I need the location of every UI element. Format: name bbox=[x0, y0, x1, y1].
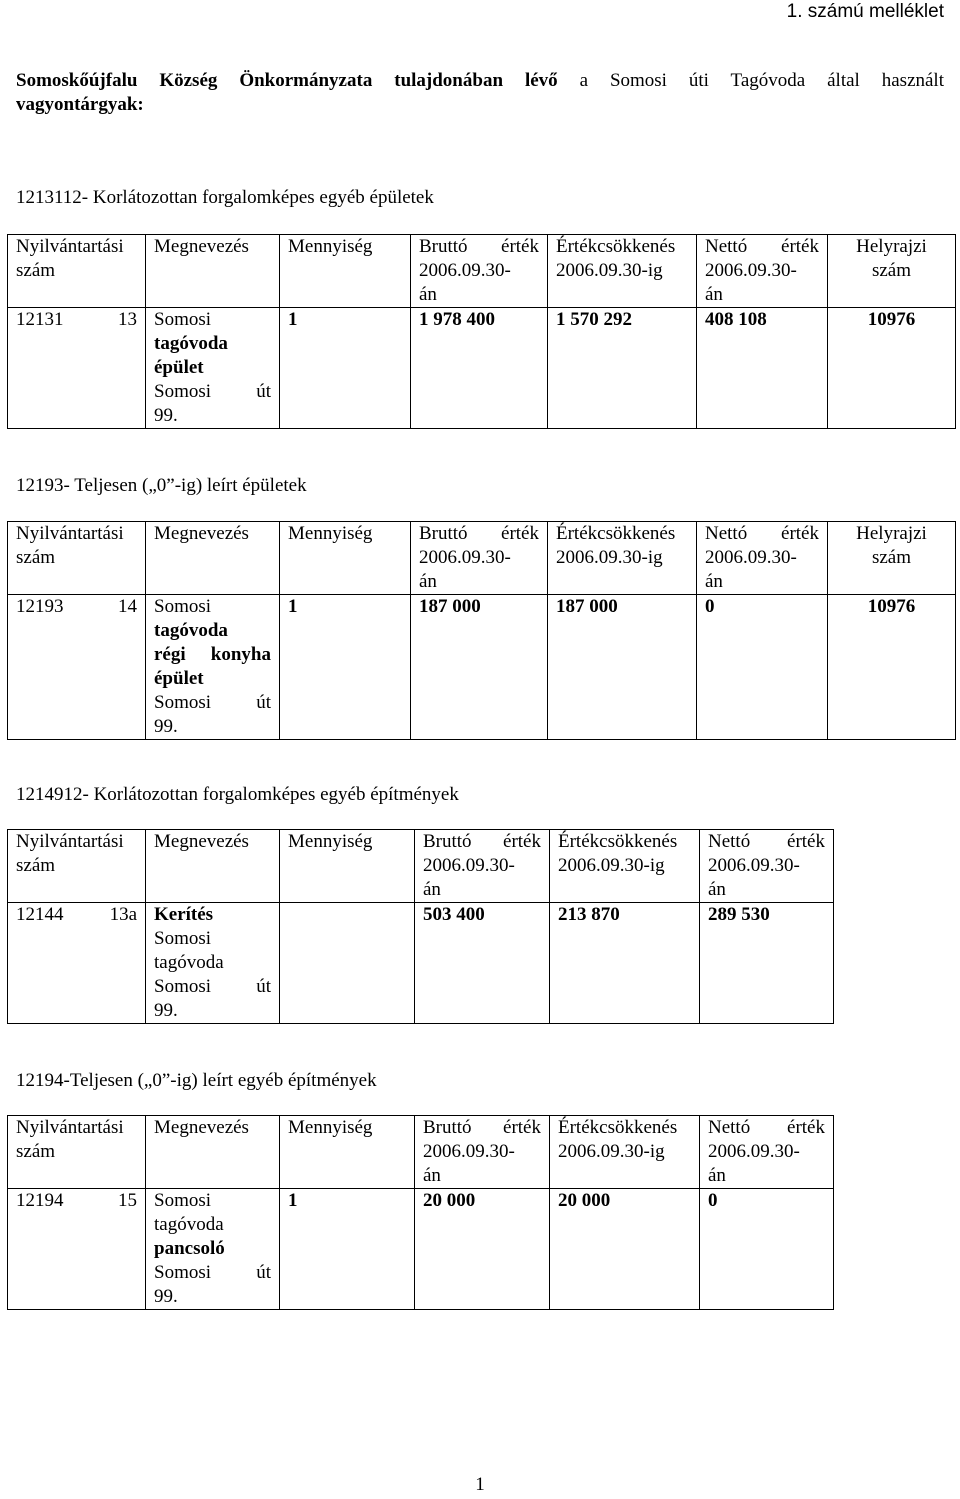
table-row bbox=[8, 903, 834, 1024]
cell-mennyiseg: 1 bbox=[280, 595, 411, 740]
cell-nyilvantartasi: 12194 15 bbox=[8, 1189, 146, 1310]
header-netto: Nettó érték 2006.09.30- án bbox=[697, 235, 828, 308]
asset-table-1 bbox=[7, 234, 956, 429]
header-helyrajzi: Helyrajzi szám bbox=[828, 522, 956, 595]
asset-table-2 bbox=[7, 521, 956, 740]
cell-megnevezes: Somosi tagóvoda épület Somosi út 99. bbox=[146, 308, 280, 429]
header-brutto: Bruttó érték 2006.09.30- án bbox=[415, 830, 550, 903]
header-mennyiseg: Mennyiség bbox=[280, 1116, 415, 1189]
table-header-row bbox=[8, 830, 834, 903]
header-netto: Nettó érték 2006.09.30- án bbox=[697, 522, 828, 595]
header-megnevezes: Megnevezés bbox=[146, 522, 280, 595]
header-ertekcsokkenes: Értékcsökkenés 2006.09.30-ig bbox=[548, 522, 697, 595]
header-ertekcsokkenes: Értékcsökkenés 2006.09.30-ig bbox=[550, 830, 700, 903]
asset-table-4 bbox=[7, 1115, 834, 1310]
cell-mennyiseg: 1 bbox=[280, 1189, 415, 1310]
header-brutto: Bruttó érték 2006.09.30- án bbox=[415, 1116, 550, 1189]
header-mennyiseg: Mennyiség bbox=[280, 235, 411, 308]
cell-ertekcsokkenes: 187 000 bbox=[548, 595, 697, 740]
header-netto: Nettó érték 2006.09.30- án bbox=[700, 830, 834, 903]
table-row bbox=[8, 1189, 834, 1310]
cell-megnevezes: Somosi tagóvoda régi konyha épület Somosi út 99. bbox=[146, 595, 280, 740]
cell-netto: 0 bbox=[697, 595, 828, 740]
header-nyilvantartasi: Nyilvántartási szám bbox=[8, 235, 146, 308]
cell-helyrajzi: 10976 bbox=[828, 595, 956, 740]
header-helyrajzi: Helyrajzi szám bbox=[828, 235, 956, 308]
table-row bbox=[8, 595, 956, 740]
cell-ertekcsokkenes: 20 000 bbox=[550, 1189, 700, 1310]
cell-ertekcsokkenes: 1 570 292 bbox=[548, 308, 697, 429]
table-header-row bbox=[8, 235, 956, 308]
header-brutto: Bruttó érték 2006.09.30- án bbox=[411, 522, 548, 595]
table-header-row bbox=[8, 522, 956, 595]
intro-bold-2: vagyontárgyak: bbox=[16, 94, 144, 115]
header-netto: Nettó érték 2006.09.30- án bbox=[700, 1116, 834, 1189]
section-title-3: 1214912- Korlátozottan forgalomképes egyéb építmények bbox=[16, 784, 459, 805]
cell-nyilvantartasi: 12144 13a bbox=[8, 903, 146, 1024]
cell-netto: 0 bbox=[700, 1189, 834, 1310]
header-brutto: Bruttó érték 2006.09.30- án bbox=[411, 235, 548, 308]
cell-megnevezes: Somosi tagóvoda pancsoló Somosi út 99. bbox=[146, 1189, 280, 1310]
cell-brutto: 187 000 bbox=[411, 595, 548, 740]
section-title-4: 12194-Teljesen („0”-ig) leírt egyéb építmények bbox=[16, 1070, 377, 1091]
cell-ertekcsokkenes: 213 870 bbox=[550, 903, 700, 1024]
header-mennyiseg: Mennyiség bbox=[280, 522, 411, 595]
intro-paragraph bbox=[16, 69, 944, 117]
cell-mennyiseg bbox=[280, 903, 415, 1024]
intro-normal: a Somosi úti Tagóvoda által használt bbox=[557, 70, 944, 91]
header-nyilvantartasi: Nyilvántartási szám bbox=[8, 1116, 146, 1189]
header-megnevezes: Megnevezés bbox=[146, 1116, 280, 1189]
intro-bold-1: Somoskőújfalu Község Önkormányzata tulajdonában lévő bbox=[16, 70, 558, 91]
cell-netto: 289 530 bbox=[700, 903, 834, 1024]
table-header-row bbox=[8, 1116, 834, 1189]
cell-mennyiseg: 1 bbox=[280, 308, 411, 429]
cell-megnevezes: Kerítés Somosi tagóvoda Somosi út 99. bbox=[146, 903, 280, 1024]
header-megnevezes: Megnevezés bbox=[146, 235, 280, 308]
annex-label: 1. számú melléklet bbox=[786, 1, 944, 22]
page-number: 1 bbox=[475, 1474, 485, 1495]
header-mennyiseg: Mennyiség bbox=[280, 830, 415, 903]
cell-brutto: 1 978 400 bbox=[411, 308, 548, 429]
header-nyilvantartasi: Nyilvántartási szám bbox=[8, 522, 146, 595]
cell-helyrajzi: 10976 bbox=[828, 308, 956, 429]
header-ertekcsokkenes: Értékcsökkenés 2006.09.30-ig bbox=[548, 235, 697, 308]
table-row bbox=[8, 308, 956, 429]
cell-brutto: 503 400 bbox=[415, 903, 550, 1024]
section-title-1: 1213112- Korlátozottan forgalomképes egyéb épületek bbox=[16, 187, 434, 208]
asset-table-3 bbox=[7, 829, 834, 1024]
header-ertekcsokkenes: Értékcsökkenés 2006.09.30-ig bbox=[550, 1116, 700, 1189]
section-title-2: 12193- Teljesen („0”-ig) leírt épületek bbox=[16, 475, 307, 496]
header-megnevezes: Megnevezés bbox=[146, 830, 280, 903]
cell-netto: 408 108 bbox=[697, 308, 828, 429]
cell-nyilvantartasi: 12193 14 bbox=[8, 595, 146, 740]
header-nyilvantartasi: Nyilvántartási szám bbox=[8, 830, 146, 903]
cell-nyilvantartasi: 12131 13 bbox=[8, 308, 146, 429]
cell-brutto: 20 000 bbox=[415, 1189, 550, 1310]
